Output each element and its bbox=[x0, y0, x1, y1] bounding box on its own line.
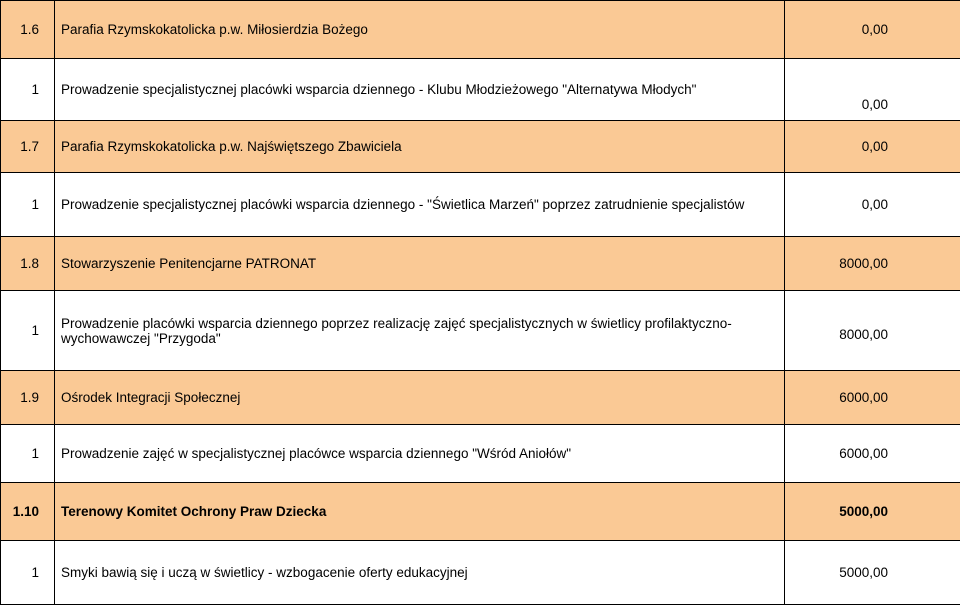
row-number: 1 bbox=[1, 173, 55, 237]
row-name: Prowadzenie zajęć w specjalistycznej placówce wsparcia dziennego "Wśród Aniołów" bbox=[55, 425, 785, 483]
task-row bbox=[1, 173, 960, 237]
row-number: 1 bbox=[1, 541, 55, 605]
org-row bbox=[1, 1, 960, 59]
row-number: 1 bbox=[1, 291, 55, 371]
row-amount: 0,00 bbox=[785, 173, 960, 237]
row-name: Prowadzenie specjalistycznej placówki wsparcia dziennego - Klubu Młodzieżowego "Alternatywa Młodych" bbox=[55, 59, 785, 121]
row-amount: 0,00 bbox=[785, 1, 960, 59]
row-amount: 0,00 bbox=[785, 59, 960, 121]
row-number: 1.8 bbox=[1, 237, 55, 291]
row-name: Terenowy Komitet Ochrony Praw Dziecka bbox=[55, 483, 785, 541]
org-row bbox=[1, 371, 960, 425]
row-amount: 8000,00 bbox=[785, 291, 960, 371]
row-amount: 5000,00 bbox=[785, 541, 960, 605]
row-amount: 6000,00 bbox=[785, 425, 960, 483]
row-amount: 5000,00 bbox=[785, 483, 960, 541]
row-amount: 6000,00 bbox=[785, 371, 960, 425]
row-amount: 8000,00 bbox=[785, 237, 960, 291]
row-number: 1.9 bbox=[1, 371, 55, 425]
row-name: Parafia Rzymskokatolicka p.w. Najświętszego Zbawiciela bbox=[55, 121, 785, 173]
org-row bbox=[1, 237, 960, 291]
row-number: 1.10 bbox=[1, 483, 55, 541]
row-name: Prowadzenie specjalistycznej placówki wsparcia dziennego - "Świetlica Marzeń" poprzez zatrudnienie specjalistów bbox=[55, 173, 785, 237]
task-row bbox=[1, 59, 960, 121]
task-row bbox=[1, 541, 960, 605]
row-name bbox=[55, 291, 785, 371]
row-name-text: Prowadzenie placówki wsparcia dziennego poprzez realizację zajęć specjalistycznych w świetlicy profilaktyczno-wychowawczej "Przygoda" bbox=[61, 315, 732, 346]
row-number: 1 bbox=[1, 59, 55, 121]
row-number: 1.7 bbox=[1, 121, 55, 173]
task-row bbox=[1, 291, 960, 371]
row-name: Parafia Rzymskokatolicka p.w. Miłosierdzia Bożego bbox=[55, 1, 785, 59]
org-row bbox=[1, 483, 960, 541]
row-number: 1 bbox=[1, 425, 55, 483]
row-number: 1.6 bbox=[1, 1, 55, 59]
task-row bbox=[1, 425, 960, 483]
row-name: Ośrodek Integracji Społecznej bbox=[55, 371, 785, 425]
row-name: Smyki bawią się i uczą w świetlicy - wzbogacenie oferty edukacyjnej bbox=[55, 541, 785, 605]
org-row bbox=[1, 121, 960, 173]
row-name: Stowarzyszenie Penitencjarne PATRONAT bbox=[55, 237, 785, 291]
row-amount: 0,00 bbox=[785, 121, 960, 173]
